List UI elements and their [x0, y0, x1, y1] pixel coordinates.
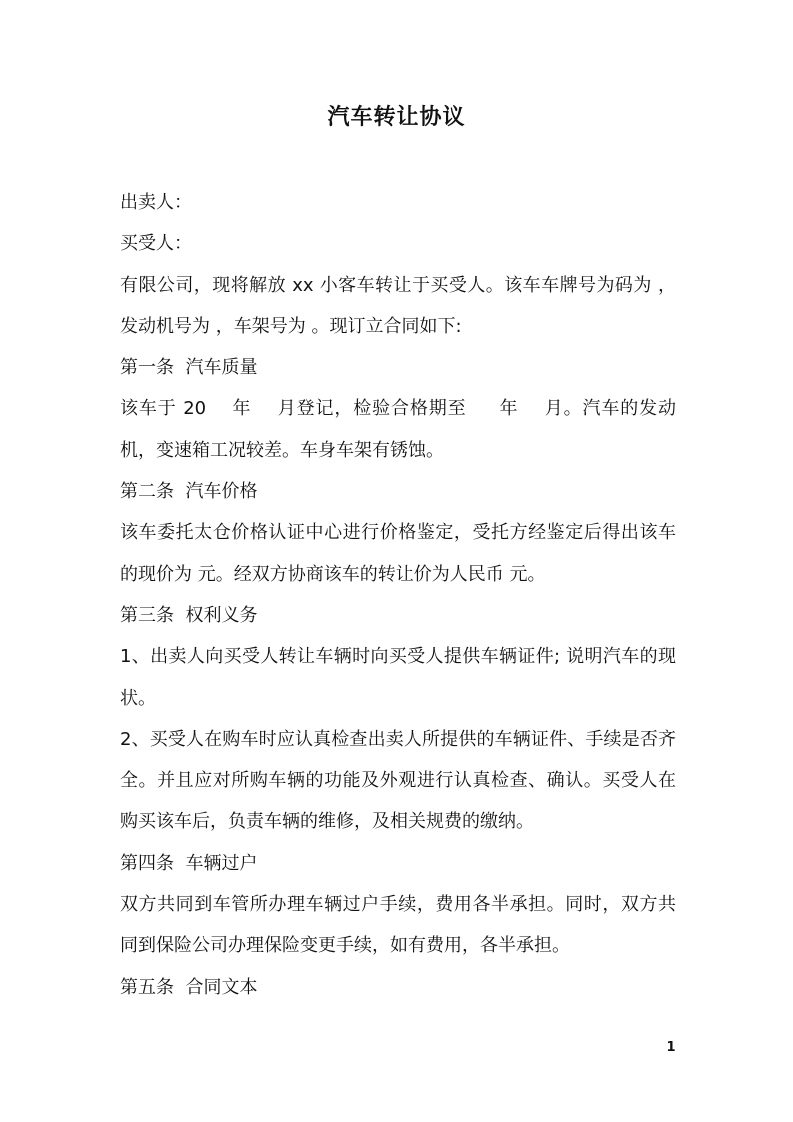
article-3-item-1: 1、出卖人向买受人转让车辆时向买受人提供车辆证件; 说明汽车的现状。: [120, 646, 676, 709]
seller-line: 出卖人：: [120, 192, 192, 213]
article-2-heading: 第二条 汽车价格: [120, 481, 258, 503]
article-3-item-2: 2、买受人在购车时应认真检查出卖人所提供的车辆证件、手续是否齐全。并且应对所购车辆的功能及外观进行认真检查、确认。买受人在购买该车后，负责车辆的维修，及相关规费的缴纳。: [120, 728, 676, 833]
article-4-heading: 第四条 车辆过户: [120, 852, 258, 874]
article-3-heading: 第三条 权利义务: [120, 604, 258, 626]
article-1-text: 该车于 20 年 月登记，检验合格期至 年 月。汽车的发动机，变速箱工况较差。车身车架有锈蚀。: [120, 398, 676, 461]
page-number: 1: [666, 1040, 676, 1055]
intro-paragraph: 有限公司，现将解放 xx 小客车转让于买受人。该车车牌号为码为 ，发动机号为 ，车架号为 。现订立合同如下:: [120, 274, 676, 337]
document-body: [120, 182, 676, 1008]
article-4-text: 双方共同到车管所办理车辆过户手续，费用各半承担。同时，双方共同到保险公司办理保险变更手续，如有费用，各半承担。: [120, 894, 676, 957]
article-1-heading: 第一条 汽车质量: [120, 357, 258, 379]
document-title: 汽车转让协议: [327, 105, 466, 130]
article-5-heading: 第五条 合同文本: [120, 976, 258, 998]
buyer-line: 买受人：: [120, 233, 192, 255]
article-2-text: 该车委托太仓价格认证中心进行价格鉴定，受托方经鉴定后得出该车的现价为 元。经双方协商该车的转让价为人民币 元。: [120, 522, 676, 585]
